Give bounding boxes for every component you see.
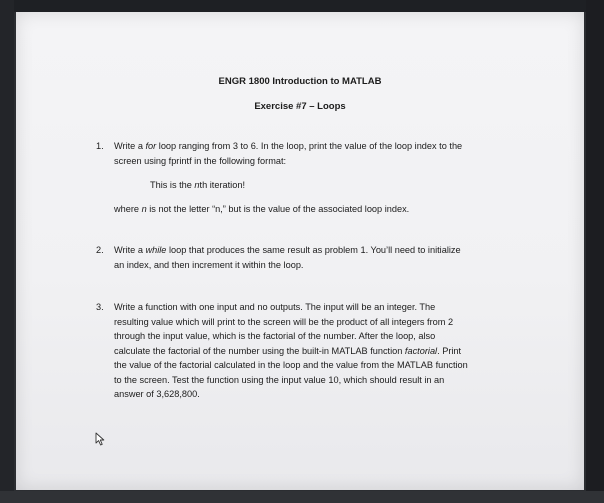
item-line	[114, 344, 468, 359]
where-note	[114, 202, 409, 217]
item-text	[114, 139, 462, 168]
text-run: is not the letter “n,” but is the value of the associated loop index.	[146, 204, 410, 214]
emphasis-text: n	[194, 180, 200, 190]
emphasis-text: for	[145, 141, 157, 151]
monitor-bezel-left	[0, 0, 14, 503]
item-line: Write a function with one input and no outputs. The input will be an integer. The	[114, 302, 436, 312]
emphasis-text: while	[145, 245, 167, 255]
document-title: ENGR 1800 Introduction to MATLAB	[218, 76, 382, 87]
text-run: loop ranging from 3 to 6. In the loop, print the value of the loop index to the	[156, 141, 463, 151]
item-text	[114, 243, 461, 272]
text-run: . Print	[437, 345, 462, 356]
item-number: 1.	[96, 141, 104, 151]
emphasis-text: n	[141, 204, 147, 214]
item-line: to the screen. Test the function using the input value 10, which should result in an	[114, 374, 445, 385]
text-run: where	[114, 204, 142, 214]
item-line: answer of 3,628,800.	[114, 389, 200, 399]
screen	[16, 12, 584, 490]
item-number: 3.	[96, 302, 104, 312]
format-example	[150, 178, 245, 193]
monitor-bezel-top	[0, 0, 604, 12]
text-run: This is the	[150, 180, 195, 190]
item-number: 2.	[96, 245, 104, 255]
item-line: resulting value which will print to the screen will be the product of all integers from 2	[114, 316, 454, 327]
text-run: Write a	[114, 141, 146, 151]
monitor-bezel-right	[586, 0, 604, 503]
item-line	[114, 243, 461, 258]
item-line: screen using fprintf in the following format:	[114, 155, 287, 166]
mouse-pointer-icon	[95, 432, 105, 446]
text-run: calculate the factorial of the number using the built-in MATLAB function	[114, 345, 405, 356]
item-line: the value of the factorial calculated in the loop and the value from the MATLAB function	[114, 360, 468, 370]
item-line: through the input value, which is the factorial of the number. After the loop, also	[114, 331, 436, 341]
text-run: Write a	[114, 245, 146, 255]
emphasis-text: factorial	[404, 345, 438, 356]
item-line: an index, and then increment it within the loop.	[114, 259, 304, 270]
monitor-bezel-bottom	[0, 491, 604, 503]
document-page	[16, 12, 584, 490]
document-subtitle: Exercise #7 – Loops	[254, 101, 346, 112]
item-line	[114, 139, 462, 154]
text-run: loop that produces the same result as problem 1. You’ll need to initialize	[166, 245, 461, 255]
text-run: th iteration!	[199, 180, 245, 190]
item-text	[114, 300, 468, 402]
